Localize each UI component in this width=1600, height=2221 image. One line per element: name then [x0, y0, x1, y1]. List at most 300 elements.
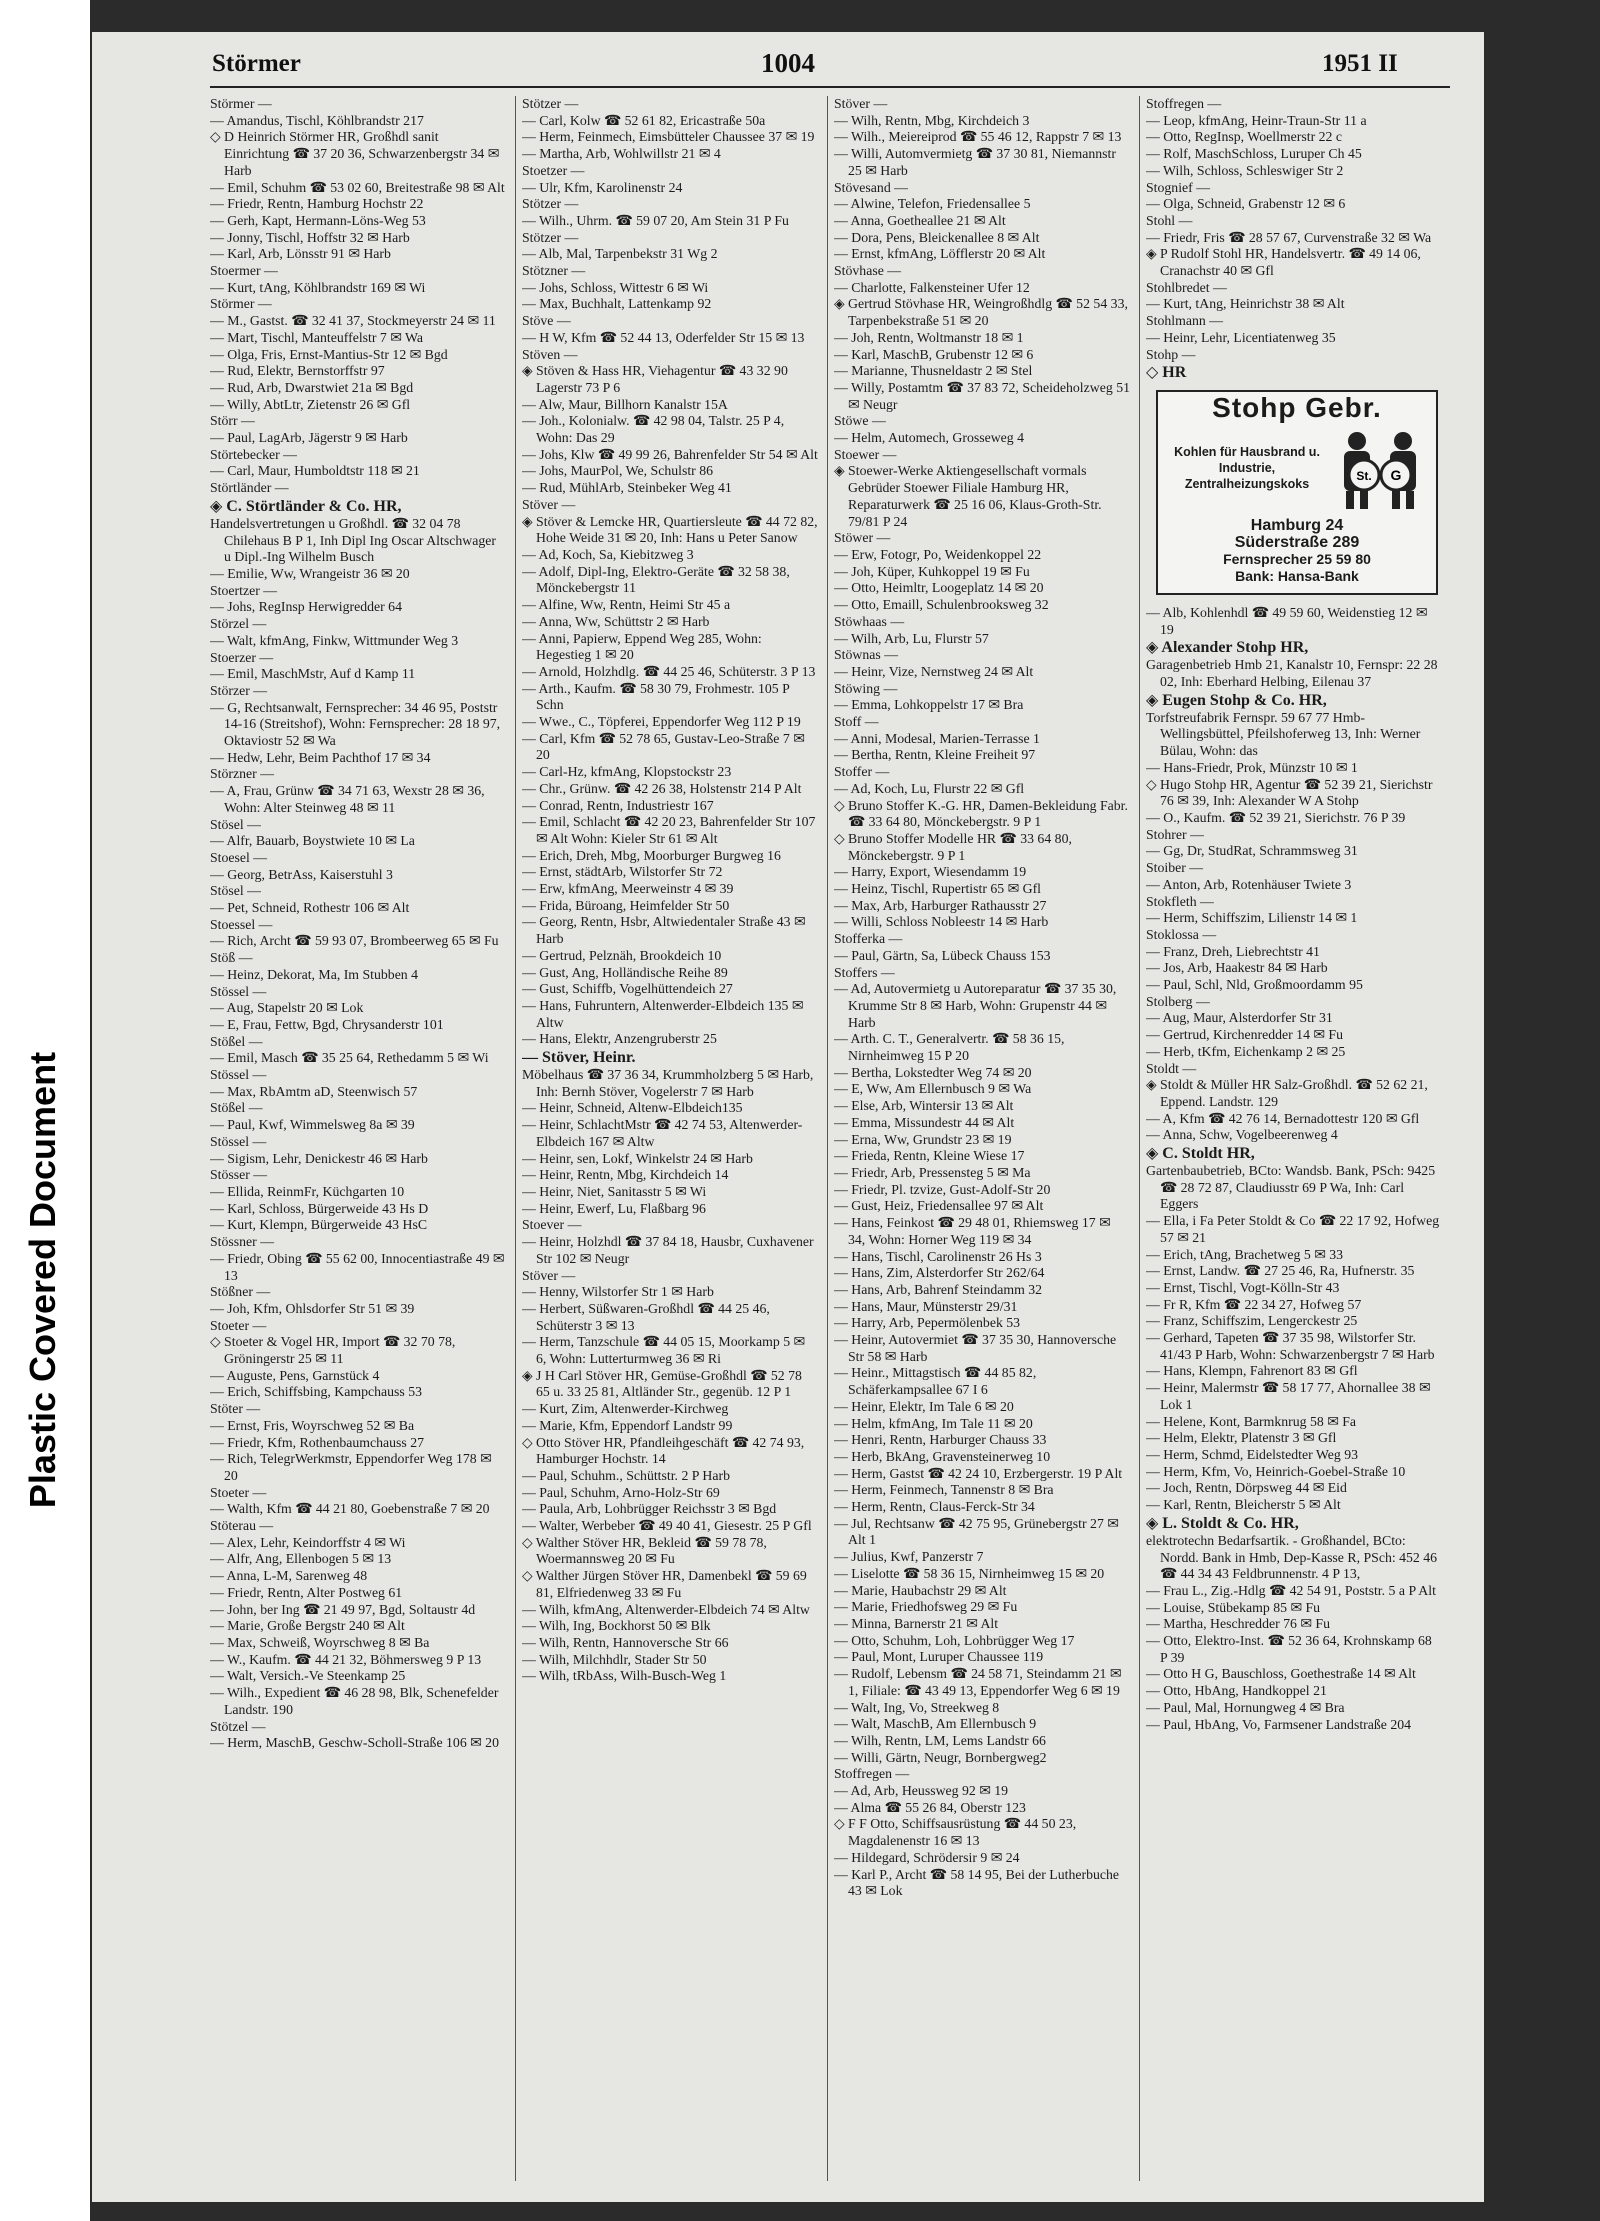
directory-entry: Stötzer — — [522, 196, 579, 212]
directory-entry: ◇ Bruno Stoffer Modelle HR ☎ 33 64 80, Mönckebergstr. 9 P 1 — [834, 830, 1072, 863]
directory-entry: — E, Frau, Fettw, Bgd, Chrysanderstr 101 — [210, 1016, 444, 1032]
ad-street: Süderstraße 289 — [1234, 533, 1360, 551]
directory-entry: — Henny, Wilstorfer Str 1 ✉ Harb — [522, 1284, 714, 1300]
directory-entry: — Herb, tKfm, Eichenkamp 2 ✉ 25 — [1146, 1043, 1346, 1059]
directory-entry: — Heinz, Dekorat, Ma, Im Stubben 4 — [210, 966, 419, 982]
directory-entry: ◇ D Heinrich Störmer HR, Großhdl sanit Einrichtung ☎ 37 20 36, Schwarzenbergstr 34 ✉ Harb — [210, 129, 500, 178]
directory-entry: — Paul, Schuhm, Arno-Holz-Str 69 — [522, 1484, 720, 1500]
directory-entry: — Willy, Postamtm ☎ 37 83 72, Scheideholzweg 51 ✉ Neugr — [834, 379, 1130, 412]
directory-entry: — John, ber Ing ☎ 21 49 97, Bgd, Soltaustr 4d — [210, 1601, 476, 1617]
directory-entry: Stoffers — — [834, 964, 895, 980]
directory-entry: — W., Kaufm. ☎ 44 21 32, Böhmersweg 9 P 13 — [210, 1651, 482, 1667]
directory-entry: — Rud, MühlArb, Steinbeker Weg 41 — [522, 480, 732, 496]
directory-entry: — Henri, Rentn, Harburger Chauss 33 — [834, 1432, 1047, 1448]
directory-entry: ◈ L. Stoldt & Co. HR, — [1146, 1514, 1299, 1532]
coal-men-logo-icon — [1330, 423, 1430, 513]
directory-entry: — Joh., Kolonialw. ☎ 42 98 04, Talstr. 25 P 4, Wohn: Das 29 — [522, 413, 785, 446]
directory-entry: — Max, RbAmtm aD, Steenwisch 57 — [210, 1083, 418, 1099]
directory-entry: Störtländer — — [210, 480, 289, 496]
directory-entry: — Johs, RegInsp Herwigredder 64 — [210, 599, 402, 615]
directory-entry: — Johs, Klw ☎ 49 99 26, Bahrenfelder Str 54 ✉ Alt — [522, 446, 818, 462]
directory-entry: — Adolf, Dipl-Ing, Elektro-Geräte ☎ 32 58 38, Mönckebergstr 11 — [522, 563, 790, 596]
directory-entry: Stösel — — [210, 883, 261, 899]
directory-entry: Stößner — — [210, 1284, 271, 1300]
ad-title: Stohp Gebr. — [1212, 392, 1382, 424]
ad-city: Hamburg 24 — [1250, 516, 1344, 534]
directory-entry: Störzner — — [210, 766, 274, 782]
directory-entry: — Heinr, sen, Lokf, Winkelstr 24 ✉ Harb — [522, 1150, 753, 1166]
directory-entry: — Hans, Elektr, Anzengruberstr 25 — [522, 1031, 717, 1047]
directory-entry: — Walt, kfmAng, Finkw, Wittmunder Weg 3 — [210, 632, 459, 648]
directory-entry: — Otto, RegInsp, Woellmerstr 22 c — [1146, 129, 1342, 145]
directory-entry: — Auguste, Pens, Garnstück 4 — [210, 1367, 380, 1383]
directory-entry: — Chr., Grünw. ☎ 42 26 38, Holstenstr 214 P Alt — [522, 780, 802, 796]
directory-entry: — Frieda, Rentn, Kleine Wiese 17 — [834, 1148, 1025, 1164]
directory-entry: Stöwnas — — [834, 647, 899, 663]
directory-entry: — Friedr, Obing ☎ 55 62 00, Innocentiastraße 49 ✉ 13 — [210, 1250, 505, 1283]
directory-entry: — Ad, Koch, Lu, Flurstr 22 ✉ Gfl — [834, 780, 1025, 796]
directory-entry: — Sigism, Lehr, Denickestr 46 ✉ Harb — [210, 1150, 428, 1166]
directory-entry: — Paul, Kwf, Wimmelsweg 8a ✉ 39 — [210, 1117, 415, 1133]
directory-entry: — Otto, Heimltr, Loogeplatz 14 ✉ 20 — [834, 580, 1044, 596]
directory-entry: — Frau L., Zig.-Hdlg ☎ 42 54 91, Poststr. 5 a P Alt — [1146, 1582, 1436, 1598]
directory-entry: — Julius, Kwf, Panzerstr 7 — [834, 1549, 984, 1565]
column-3 — [834, 96, 1130, 2181]
directory-entry: — Mart, Tischl, Manteuffelstr 7 ✉ Wa — [210, 329, 424, 345]
directory-entry: Störr — — [210, 413, 255, 429]
directory-entry: ◈ Stöver & Lemcke HR, Quartiersleute ☎ 44 72 82, Hohe Weide 31 ✉ 20, Inh: Hans u Peter Sanow — [522, 513, 818, 546]
directory-entry: — Walt, MaschB, Am Ellernbusch 9 — [834, 1716, 1037, 1732]
directory-entry: — Ad, Autovermietg u Autoreparatur ☎ 37 35 30, Krumme Str 8 ✉ Harb, Wohn: Grupenstr 44 ✉ Harb — [834, 981, 1117, 1030]
directory-entry: — Friedr, Rentn, Alter Postweg 61 — [210, 1584, 403, 1600]
directory-entry: Störmer — — [210, 96, 272, 111]
directory-entry: — Carl, Kolw ☎ 52 61 82, Ericastraße 50a — [522, 112, 766, 128]
directory-entry: — Helene, Kont, Barmknrug 58 ✉ Fa — [1146, 1413, 1357, 1429]
directory-entry: — Willi, Gärtn, Neugr, Bornbergweg2 — [834, 1749, 1047, 1765]
directory-entry: — Wilh, Rentn, Hannoversche Str 66 — [522, 1634, 729, 1650]
sidebar — [0, 0, 90, 2221]
directory-entry: — Heinr, Rentn, Mbg, Kirchdeich 14 — [522, 1167, 729, 1183]
directory-entry: — Ad, Koch, Sa, Kiebitzweg 3 — [522, 546, 694, 562]
directory-entry: Stövhase — — [834, 263, 902, 279]
directory-entry: — Marie, Haubachstr 29 ✉ Alt — [834, 1582, 1007, 1598]
directory-entry: Stöwing — — [834, 680, 898, 696]
directory-entry: — Otto H G, Bauschloss, Goethestraße 14 ✉ Alt — [1146, 1666, 1416, 1682]
directory-entry: — Joch, Rentn, Dörpsweg 44 ✉ Eid — [1146, 1480, 1347, 1496]
directory-entry: — Rud, Elektr, Bernstorffstr 97 — [210, 363, 385, 379]
page-header — [92, 32, 1484, 92]
directory-entry: — Frida, Büroang, Heimfelder Str 50 — [522, 897, 730, 913]
directory-entry: Stöterau — — [210, 1518, 274, 1534]
directory-entry: ◈ Eugen Stohp & Co. HR, — [1146, 691, 1327, 709]
directory-entry: — Ernst, städtArb, Wilstorfer Str 72 — [522, 864, 723, 880]
directory-entry: Stössel — — [210, 983, 267, 999]
directory-entry: Stössel — — [210, 1133, 267, 1149]
directory-entry: — Franz, Dreh, Liebrechtstr 41 — [1146, 943, 1320, 959]
directory-entry: — H W, Kfm ☎ 52 44 13, Oderfelder Str 15 ✉ 13 — [522, 329, 805, 345]
directory-entry: ◈ C. Stoldt HR, — [1146, 1145, 1255, 1163]
directory-entry: Störzer — — [210, 682, 268, 698]
column-4-top — [1146, 96, 1442, 382]
directory-entry: Stoffregen — — [1146, 96, 1222, 111]
directory-entry: — Emma, Lohkoppelstr 17 ✉ Bra — [834, 697, 1024, 713]
directory-entry: — Alb, Mal, Tarpenbekstr 31 Wg 2 — [522, 246, 718, 262]
directory-entry: — Alex, Lehr, Keindorffstr 4 ✉ Wi — [210, 1534, 406, 1550]
directory-entry: — Hans, Zim, Alsterdorfer Str 262/64 — [834, 1265, 1045, 1281]
directory-entry: — Wilh, Arb, Lu, Flurstr 57 — [834, 630, 989, 646]
directory-entry: ◈ C. Störtländer & Co. HR, — [210, 497, 402, 515]
directory-entry: — Heinr, Vize, Nernstweg 24 ✉ Alt — [834, 663, 1034, 679]
directory-entry: — Herm, Rentn, Claus-Ferck-Str 34 — [834, 1499, 1035, 1515]
directory-entry: Stötzer — — [522, 229, 579, 245]
directory-entry: — Ella, i Fa Peter Stoldt & Co ☎ 22 17 92, Hofweg 57 ✉ 21 — [1146, 1213, 1440, 1245]
directory-entry: — Carl-Hz, kfmAng, Klopstockstr 23 — [522, 764, 732, 780]
directory-entry: Stohlmann — — [1146, 313, 1224, 329]
directory-entry: — Hans, Feinkost ☎ 29 48 01, Rhiemsweg 17 ✉ 34, Wohn: Horner Weg 119 ✉ 34 — [834, 1215, 1111, 1247]
directory-entry: — Karl, Schloss, Bürgerweide 43 Hs D — [210, 1200, 429, 1216]
directory-entry: — Walth, Kfm ☎ 44 21 80, Goebenstraße 7 ✉ 20 — [210, 1501, 490, 1517]
directory-entry: — Friedr, Kfm, Rothenbaumchauss 27 — [210, 1434, 425, 1450]
directory-entry: Stöwer — — [834, 530, 891, 546]
directory-entry: ◈ Alexander Stohp HR, — [1146, 639, 1309, 657]
directory-entry: Stöven — — [522, 346, 578, 362]
directory-entry: — Kurt, Zim, Altenwerder-Kirchweg — [522, 1401, 729, 1417]
directory-entry: ◇ HR — [1146, 364, 1187, 382]
directory-entry: — Else, Arb, Wintersir 13 ✉ Alt — [834, 1098, 1014, 1114]
directory-entry: — Helm, kfmAng, Im Tale 11 ✉ 20 — [834, 1415, 1033, 1431]
directory-entry: — Jul, Rechtsanw ☎ 42 75 95, Grünebergstr 27 ✉ Alt 1 — [834, 1515, 1119, 1548]
directory-entry: — Otto, Elektro-Inst. ☎ 52 36 64, Krohnskamp 68 P 39 — [1146, 1633, 1432, 1665]
directory-entry: — Willy, AbtLtr, Zietenstr 26 ✉ Gfl — [210, 396, 411, 412]
directory-entry: — Herm, Feinmech, Eimsbütteler Chaussee 37 ✉ 19 — [522, 129, 815, 145]
directory-entry: Stohlbredet — — [1146, 279, 1227, 295]
directory-entry: — Emilie, Ww, Wrangeistr 36 ✉ 20 — [210, 565, 410, 581]
directory-entry: — Wilh., Uhrm. ☎ 59 07 20, Am Stein 31 P Fu — [522, 212, 789, 228]
column-divider — [827, 96, 828, 2181]
directory-entry: ◈ P Rudolf Stohl HR, Handelsvertr. ☎ 49 14 06, Cranachstr 40 ✉ Gfl — [1146, 246, 1421, 279]
directory-entry: — Friedr, Rentn, Hamburg Hochstr 22 — [210, 196, 424, 212]
directory-entry: — Heinr, Malermstr ☎ 58 17 77, Ahornallee 38 ✉ Lok 1 — [1146, 1380, 1431, 1412]
directory-entry: — Wilh, Milchhdlr, Stader Str 50 — [522, 1651, 707, 1667]
directory-entry: Stoesel — — [210, 849, 268, 865]
directory-entry: Stövesand — — [834, 179, 908, 195]
directory-entry: — Hans, Klempn, Fahrenort 83 ✉ Gfl — [1146, 1363, 1358, 1379]
directory-entry: — Johs, Schloss, Wittestr 6 ✉ Wi — [522, 279, 709, 295]
directory-entry: — Bertha, Lokstedter Weg 74 ✉ 20 — [834, 1064, 1032, 1080]
directory-entry: — Herm, Schmd, Eidelstedter Weg 93 — [1146, 1447, 1359, 1462]
directory-entry: — Wilh, Schloss, Schleswiger Str 2 — [1146, 162, 1344, 178]
directory-entry: — Alma ☎ 55 26 84, Oberstr 123 — [834, 1799, 1026, 1815]
directory-entry: — Ernst, Fris, Woyrschweg 52 ✉ Ba — [210, 1417, 415, 1433]
directory-entry: — Jos, Arb, Haakestr 84 ✉ Harb — [1146, 960, 1328, 976]
directory-entry: Stößel — — [210, 1100, 263, 1116]
directory-entry: — Ellida, ReinmFr, Küchgarten 10 — [210, 1184, 405, 1199]
directory-entry: Stognief — — [1146, 179, 1210, 195]
directory-entry: — Hans, Arb, Bahrenf Steindamm 32 — [834, 1281, 1043, 1297]
directory-entry: — Alw, Maur, Billhorn Kanalstr 15A — [522, 396, 728, 412]
directory-entry: — Rolf, MaschSchloss, Luruper Ch 45 — [1146, 146, 1362, 162]
directory-entry: Stößel — — [210, 1033, 263, 1049]
directory-entry: ◇ Stoeter & Vogel HR, Import ☎ 32 70 78, Gröningerstr 25 ✉ 11 — [210, 1334, 456, 1367]
directory-entry: Stofferka — — [834, 931, 903, 947]
directory-entry: — Erw, Fotogr, Po, Weidenkoppel 22 — [834, 546, 1042, 562]
directory-entry: Garagenbetrieb Hmb 21, Kanalstr 10, Fernspr: 22 28 02, Inh: Eberhard Helbing, Eilenau 37 — [1146, 657, 1438, 690]
directory-entry: — Wilh., Expedient ☎ 46 28 98, Blk, Schenefelder Landstr. 190 — [210, 1685, 499, 1717]
directory-entry: Gartenbaubetrieb, BCto: Wandsb. Bank, PSch: 9425 ☎ 28 72 87, Claudiusstr 69 P Wa, Inh: Carl Eggers — [1146, 1163, 1436, 1212]
directory-entry: ◇ Bruno Stoffer K.-G. HR, Damen-Bekleidung Fabr. ☎ 33 64 80, Mönckebergstr. 9 P 1 — [834, 797, 1128, 830]
header-rule — [210, 86, 1450, 88]
directory-entry: — Helm, Elektr, Platenstr 3 ✉ Gfl — [1146, 1430, 1337, 1446]
directory-entry: — Harry, Arb, Pepermölenbek 53 — [834, 1315, 1021, 1331]
directory-entry: — Friedr, Pl. tzvize, Gust-Adolf-Str 20 — [834, 1181, 1051, 1197]
ad-body — [1164, 423, 1430, 513]
directory-entry: — Herm, Feinmech, Tannenstr 8 ✉ Bra — [834, 1482, 1054, 1498]
directory-entry: — Rudolf, Lebensm ☎ 24 58 71, Steindamm 21 ✉ 1, Filiale: ☎ 43 49 13, Eppendorfer Weg 6 ✉ 19 — [834, 1666, 1122, 1698]
directory-entry: — Wwe., C., Töpferei, Eppendorfer Weg 112 P 19 — [522, 714, 801, 730]
directory-entry: — Heinr, Elektr, Im Tale 6 ✉ 20 — [834, 1398, 1014, 1414]
directory-entry: — Karl, Arb, Lönsstr 91 ✉ Harb — [210, 246, 391, 262]
directory-entry: — Olga, Fris, Ernst-Mantius-Str 12 ✉ Bgd — [210, 346, 448, 362]
directory-entry: — Hans, Tischl, Carolinenstr 26 Hs 3 — [834, 1248, 1042, 1264]
directory-entry: Stoklossa — — [1146, 926, 1217, 942]
directory-entry: — Wilh., Meiereiprod ☎ 55 46 12, Rappstr 7 ✉ 13 — [834, 129, 1122, 145]
directory-entry: — Max, Schweiß, Woyrschweg 8 ✉ Ba — [210, 1634, 430, 1650]
directory-entry: — Herbert, Süßwaren-Großhdl ☎ 44 25 46, Schüterstr 3 ✉ 13 — [522, 1300, 770, 1333]
column-1 — [210, 96, 506, 2181]
directory-entry: — Marie, Kfm, Eppendorf Landstr 99 — [522, 1417, 733, 1433]
directory-entry: — Carl, Maur, Humboldtstr 118 ✉ 21 — [210, 463, 420, 479]
directory-entry: Stöver — — [522, 1267, 576, 1283]
directory-entry: — Harry, Export, Wiesendamm 19 — [834, 864, 1027, 880]
directory-entry: — Anna, L-M, Sarenweg 48 — [210, 1568, 368, 1584]
directory-entry: — Gerhard, Tapeten ☎ 37 35 98, Wilstorfer Str. 41/43 P Harb, Wohn: Schwarzenbergstr 7 ✉ Harb — [1146, 1330, 1435, 1362]
directory-entry: ◇ Walther Jürgen Stöver HR, Damenbekl ☎ 59 69 81, Elfriedenweg 33 ✉ Fu — [522, 1568, 807, 1600]
directory-entry: — Johs, MaurPol, We, Schulstr 86 — [522, 463, 714, 479]
directory-entry: Stöwe — — [834, 413, 886, 429]
directory-entry: — Paul, Schl, Nld, Großmoordamm 95 — [1146, 977, 1363, 993]
directory-entry: — Max, Buchhalt, Lattenkamp 92 — [522, 296, 712, 312]
column-4 — [1146, 96, 1442, 2181]
directory-entry: Störzel — — [210, 616, 267, 632]
directory-entry: — Joh, Kfm, Ohlsdorfer Str 51 ✉ 39 — [210, 1300, 415, 1316]
directory-entry: Stoetzer — — [522, 162, 585, 178]
directory-entry: Stoessel — — [210, 916, 273, 932]
directory-entry: — Karl, MaschB, Grubenstr 12 ✉ 6 — [834, 346, 1034, 362]
directory-entry: — Conrad, Rentn, Industriestr 167 — [522, 797, 714, 813]
directory-entry: — Paul, Mal, Hornungweg 4 ✉ Bra — [1146, 1699, 1345, 1715]
directory-entry: — Paula, Arb, Lohbrügger Reichsstr 3 ✉ Bgd — [522, 1501, 777, 1517]
directory-entry: — Gust, Schiffb, Vogelhüttendeich 27 — [522, 981, 733, 997]
header-left: Störmer — [212, 50, 301, 77]
directory-entry: Stöve — — [522, 313, 571, 329]
directory-entry: Möbelhaus ☎ 37 36 34, Krummholzberg 5 ✉ Harb, Inh: Bernh Stöver, Vogelerstr 7 ✉ Harb — [522, 1067, 814, 1099]
directory-entry: Stoerzer — — [210, 649, 274, 665]
directory-entry: — Hans, Fuhruntern, Altenwerder-Elbdeich 135 ✉ Altw — [522, 997, 804, 1030]
directory-entry: — Walt, Ing, Vo, Streekweg 8 — [834, 1699, 1000, 1715]
directory-entry: — Charlotte, Falkensteiner Ufer 12 — [834, 279, 1030, 295]
directory-entry: elektrotechn Bedarfsartik. - Großhandel, BCto: Nordd. Bank in Hmb, Dep-Kasse R, PSch: 452 46 ☎ 44 34 43 Feldbrunnenstr. 4 P 13, — [1146, 1532, 1438, 1582]
directory-entry: Stoeter — — [210, 1484, 267, 1500]
directory-entry: — Kurt, Klempn, Bürgerweide 43 HsC — [210, 1217, 428, 1233]
directory-entry: Stöter — — [210, 1401, 261, 1417]
directory-entry: ◈ Gertrud Stövhase HR, Weingroßhdlg ☎ 52 54 33, Tarpenbekstraße 51 ✉ 20 — [834, 296, 1128, 329]
directory-entry: — Emma, Missundestr 44 ✉ Alt — [834, 1114, 1015, 1130]
directory-entry: — Gerh, Kapt, Hermann-Löns-Weg 53 — [210, 212, 426, 228]
directory-entry: — Martha, Arb, Wohlwillstr 21 ✉ 4 — [522, 146, 721, 162]
directory-entry: — Karl P., Archt ☎ 58 14 95, Bei der Lutherbuche 43 ✉ Lok — [834, 1866, 1120, 1899]
directory-entry: Stoldt — — [1146, 1060, 1197, 1076]
directory-entry: — Ernst, kfmAng, Löfflerstr 20 ✉ Alt — [834, 246, 1046, 262]
directory-entry: Stoff — — [834, 714, 879, 730]
directory-entry: — Otto, HbAng, Handkoppel 21 — [1146, 1683, 1327, 1699]
directory-entry: ◇ Hugo Stohp HR, Agentur ☎ 52 39 21, Sierichstr 76 ✉ 39, Inh: Alexander W A Stohp — [1146, 776, 1433, 809]
directory-entry: — Hedw, Lehr, Beim Pachthof 17 ✉ 34 — [210, 749, 431, 765]
directory-entry: ◇ Otto Stöver HR, Pfandleihgeschäft ☎ 42 74 93, Hamburger Hochstr. 14 — [522, 1434, 805, 1467]
stohp-advertisement — [1156, 390, 1438, 595]
ad-bank: Bank: Hansa-Bank — [1235, 567, 1359, 584]
directory-entry: Stoertzer — — [210, 582, 278, 598]
directory-entry: — Otto, Schuhm, Loh, Lohbrügger Weg 17 — [834, 1632, 1075, 1648]
logo-right-text: G — [1390, 466, 1402, 483]
directory-entry: — Wilh, tRbAss, Wilh-Busch-Weg 1 — [522, 1668, 727, 1684]
directory-entry: — Gust, Ang, Holländische Reihe 89 — [522, 964, 728, 980]
directory-entry: — Friedr, Arb, Pressensteg 5 ✉ Ma — [834, 1165, 1031, 1180]
column-4-bottom — [1146, 605, 1442, 1733]
column-2 — [522, 96, 818, 2181]
directory-entry: — Walt, Versich.-Ve Steenkamp 25 — [210, 1668, 406, 1684]
directory-entry: — Ulr, Kfm, Karolinenstr 24 — [522, 179, 683, 195]
directory-entry: Stöwhaas — — [834, 613, 905, 629]
directory-entry: — Anna, Schw, Vogelbeerenweg 4 — [1146, 1127, 1338, 1143]
directory-entry: Stohrer — — [1146, 826, 1204, 842]
sidebar-label: Plastic Covered Document — [22, 1051, 63, 1509]
directory-entry: — Alwine, Telefon, Friedensallee 5 — [834, 196, 1031, 212]
directory-entry: — Carl, Kfm ☎ 52 78 65, Gustav-Leo-Straße 7 ✉ 20 — [522, 730, 805, 763]
directory-entry: — Louise, Stübekamp 85 ✉ Fu — [1146, 1599, 1321, 1615]
directory-entry: — Paul, Mont, Luruper Chaussee 119 — [834, 1649, 1044, 1665]
directory-entry: ◈ Stoldt & Müller HR Salz-Großhdl. ☎ 52 62 21, Eppend. Landstr. 129 — [1146, 1077, 1428, 1109]
directory-entry: — Karl, Rentn, Bleicherstr 5 ✉ Alt — [1146, 1497, 1341, 1513]
directory-entry: Stokfleth — — [1146, 893, 1214, 909]
directory-entry: — Stöver, Heinr. — [522, 1049, 636, 1067]
directory-entry: — Alfr, Ang, Ellenbogen 5 ✉ 13 — [210, 1551, 392, 1567]
directory-entry: Stöß — — [210, 950, 253, 966]
directory-entry: — Heinr, Autovermiet ☎ 37 35 30, Hannoversche Str 58 ✉ Harb — [834, 1332, 1117, 1364]
directory-entry: Stösel — — [210, 816, 261, 832]
column-divider — [515, 96, 516, 2181]
directory-entry: — A, Frau, Grünw ☎ 34 71 63, Wexstr 28 ✉ 36, Wohn: Alter Steinweg 48 ✉ 11 — [210, 783, 485, 815]
directory-entry: — Erich, Schiffsbing, Kampchauss 53 — [210, 1384, 423, 1400]
directory-entry: — Erna, Ww, Grundstr 23 ✉ 19 — [834, 1131, 1012, 1147]
directory-entry: — Max, Arb, Harburger Rathausstr 27 — [834, 897, 1047, 913]
directory-entry: — Rich, Archt ☎ 59 93 07, Brombeerweg 65 ✉ Fu — [210, 933, 499, 949]
directory-entry: — Gg, Dr, StudRat, Schrammsweg 31 — [1146, 843, 1358, 859]
directory-entry: — O., Kaufm. ☎ 52 39 21, Sierichstr. 76 P 39 — [1146, 809, 1406, 825]
directory-entry: — Joh, Rentn, Woltmanstr 18 ✉ 1 — [834, 329, 1024, 345]
directory-entry: — Arth., Kaufm. ☎ 58 30 79, Frohmestr. 105 P Schn — [522, 680, 790, 713]
directory-entry: Stötzner — — [522, 263, 586, 279]
directory-entry: — Anton, Arb, Rotenhäuser Twiete 3 — [1146, 876, 1352, 892]
directory-entry: — Heinr, Lehr, Licentiatenweg 35 — [1146, 329, 1336, 345]
directory-entry: — Alb, Kohlenhdl ☎ 49 59 60, Weidenstieg 12 ✉ 19 — [1146, 604, 1428, 637]
directory-entry: — Dora, Pens, Bleickenallee 8 ✉ Alt — [834, 229, 1040, 245]
header-right: 1951 II — [1322, 50, 1398, 77]
directory-entry: — Wilh, Rentn, Mbg, Kirchdeich 3 — [834, 112, 1030, 128]
directory-entry: — Fr R, Kfm ☎ 22 34 27, Hofweg 57 — [1146, 1296, 1362, 1312]
directory-entry: — Heinr, Holzhdl ☎ 37 84 18, Hausbr, Cuxhavener Str 102 ✉ Neugr — [522, 1234, 814, 1266]
directory-entry: Stohl — — [1146, 212, 1193, 228]
directory-entry: — Heinr, Schneid, Altenw-Elbdeich135 — [522, 1100, 743, 1116]
directory-entry: Stohp — — [1146, 346, 1196, 362]
directory-entry: — Emil, Schlacht ☎ 42 20 23, Bahrenfelder Str 107 ✉ Alt Wohn: Kieler Str 61 ✉ Alt — [522, 814, 816, 846]
ad-description: Kohlen für Hausbrand u. Industrie, Zentralheizungskoks — [1174, 444, 1320, 491]
directory-entry: — Heinr, Ewerf, Lu, Flaßbarg 96 — [522, 1200, 706, 1216]
directory-entry: — Georg, BetrAss, Kaiserstuhl 3 — [210, 866, 393, 882]
directory-entry: — Gust, Heiz, Friedensallee 97 ✉ Alt — [834, 1198, 1044, 1214]
directory-entry: — Emil, Schuhm ☎ 53 02 60, Breitestraße 98 ✉ Alt — [210, 179, 505, 195]
directory-entry: Stolberg — — [1146, 993, 1210, 1009]
directory-entry: Stösser — — [210, 1167, 268, 1183]
directory-entry: — Herb, BkAng, Gravensteinerweg 10 — [834, 1448, 1051, 1464]
directory-entry: — Wilh, Rentn, LM, Lems Landstr 66 — [834, 1732, 1046, 1748]
directory-entry: Stöver — — [834, 96, 888, 111]
directory-entry: — Gertrud, Kirchenredder 14 ✉ Fu — [1146, 1027, 1343, 1043]
directory-entry: — Kurt, tAng, Köhlbrandstr 169 ✉ Wi — [210, 279, 426, 295]
directory-entry: — Paul, Schuhm., Schüttstr. 2 P Harb — [522, 1467, 730, 1483]
directory-entry: — Rich, TelegrWerkmstr, Eppendorfer Weg 178 ✉ 20 — [210, 1451, 492, 1483]
directory-entry: — G, Rechtsanwalt, Fernsprecher: 34 46 95, Poststr 14-16 (Streitshof), Wohn: Fernsprecher: 28 18 97, Oktaviostr 52 ✉ Wa — [210, 699, 501, 749]
directory-entry: — Ad, Arb, Heussweg 92 ✉ 19 — [834, 1783, 1009, 1799]
directory-entry: — Otto, Emaill, Schulenbrooksweg 32 — [834, 597, 1049, 613]
directory-entry: — Wilh, kfmAng, Altenwerder-Elbdeich 74 ✉ Altw — [522, 1601, 810, 1617]
directory-entry: — Herm, Tanzschule ☎ 44 05 15, Moorkamp 5 ✉ 6, Wohn: Lutterturmweg 36 ✉ Ri — [522, 1334, 806, 1367]
directory-entry: Störtebecker — — [210, 446, 297, 462]
directory-entry: Stoewer — — [834, 446, 897, 462]
directory-entry: — Aug, Stapelstr 20 ✉ Lok — [210, 1000, 364, 1016]
directory-entry: — Heinz, Tischl, Rupertistr 65 ✉ Gfl — [834, 881, 1042, 897]
directory-entry: — Paul, Gärtn, Sa, Lübeck Chauss 153 — [834, 947, 1051, 963]
directory-entry: — Paul, LagArb, Jägerstr 9 ✉ Harb — [210, 430, 408, 446]
directory-entry: ◇ Walther Stöver HR, Bekleid ☎ 59 78 78, Woermannsweg 20 ✉ Fu — [522, 1534, 767, 1567]
directory-entry: — Joh, Küper, Kuhkoppel 19 ✉ Fu — [834, 563, 1030, 579]
directory-entry: — Marie, Friedhofsweg 29 ✉ Fu — [834, 1599, 1018, 1615]
directory-entry: — Herm, Schiffszim, Lilienstr 14 ✉ 1 — [1146, 910, 1358, 926]
directory-entry: — Heinr., Mittagstisch ☎ 44 85 82, Schäferkampsallee 67 I 6 — [834, 1365, 1037, 1398]
directory-entry: — Hildegard, Schrödersir 9 ✉ 24 — [834, 1849, 1020, 1865]
directory-entry: Stoffregen — — [834, 1766, 910, 1782]
directory-entry: — Wilh, Ing, Bockhorst 50 ✉ Blk — [522, 1618, 711, 1634]
logo-left-text: St. — [1356, 468, 1372, 483]
directory-entry: — Ernst, Tischl, Vogt-Kölln-Str 43 — [1146, 1279, 1340, 1295]
directory-entry: — Ernst, Landw. ☎ 27 25 46, Ra, Hufnerstr. 35 — [1146, 1263, 1415, 1279]
directory-entry: — Rud, Arb, Dwarstwiet 21a ✉ Bgd — [210, 379, 414, 395]
directory-page — [92, 32, 1484, 2202]
directory-entry: — Anna, Goetheallee 21 ✉ Alt — [834, 212, 1006, 228]
directory-entry: Stoever — — [522, 1217, 582, 1233]
directory-entry: — Leop, kfmAng, Heinr-Traun-Str 11 a — [1146, 112, 1367, 128]
directory-entry: — Gertrud, Pelznäh, Brookdeich 10 — [522, 947, 722, 963]
directory-entry: — Walter, Werbeber ☎ 49 40 41, Giesestr. 25 P Gfl — [522, 1518, 812, 1534]
directory-entry: Handelsvertretungen u Großhdl. ☎ 32 04 78 Chilehaus B P 1, Inh Dipl Ing Oscar Altschwager u Dipl.-Ing Wilhelm Busch — [210, 515, 496, 565]
directory-entry: — Franz, Schiffszim, Lengerckestr 25 — [1146, 1313, 1358, 1329]
directory-entry: — Anni, Modesal, Marien-Terrasse 1 — [834, 730, 1040, 746]
directory-entry: Stoiber — — [1146, 860, 1204, 876]
directory-entry: — Heinr, Niet, Sanitasstr 5 ✉ Wi — [522, 1184, 707, 1199]
directory-entry: Stössner — — [210, 1234, 275, 1250]
directory-entry: — Erw, kfmAng, Meerweinstr 4 ✉ 39 — [522, 881, 734, 897]
directory-entry: — Marie, Große Bergstr 240 ✉ Alt — [210, 1618, 405, 1634]
column-divider — [1139, 96, 1140, 2181]
